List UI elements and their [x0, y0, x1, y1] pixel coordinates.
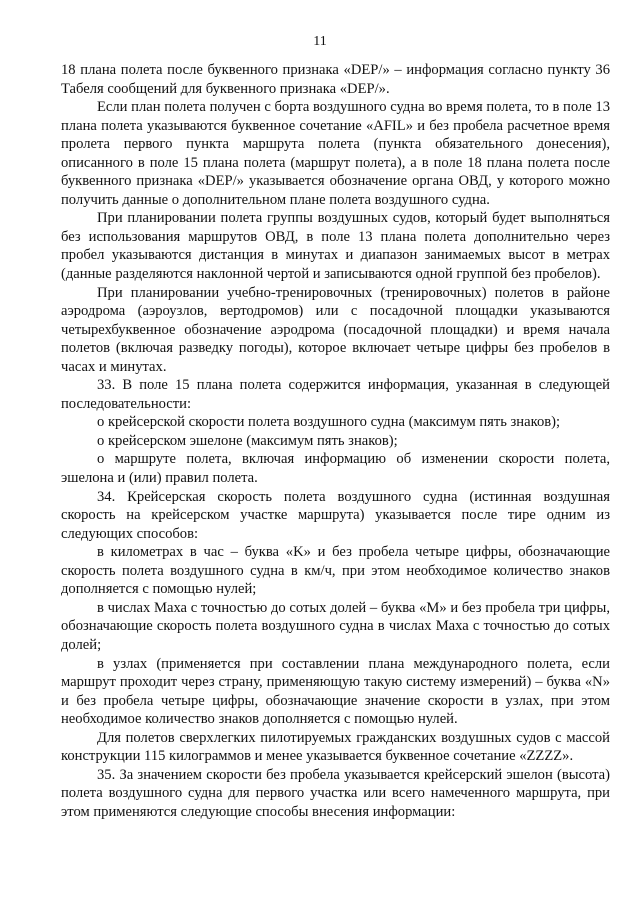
paragraph-item-34: 34. Крейсерская скорость полета воздушного судна (истинная воздушная скорость на крейсерском участке маршрута) указывается после тире одним из следующих способов: [61, 488, 610, 542]
paragraph-ultralight: Для полетов сверхлегких пилотируемых гражданских воздушных судов с массой конструкции 115 килограммов и менее указывается буквенное сочетание «ZZZZ». [61, 729, 610, 765]
paragraph-training-flights: При планировании учебно-тренировочных (тренировочных) полетов в районе аэродрома (аэроузлов, вертодромов) или с посадочной площадки указываются четырехбуквенное обозначение аэродрома (посадочной площадки) и время начала полетов (включая разведку погоды), которое включает четыре цифры без пробелов в часах и минутах. [61, 284, 610, 375]
paragraph-item-33: 33. В поле 15 плана полета содержится информация, указанная в следующей последовательности: [61, 377, 610, 412]
paragraph-item-35: 35. За значением скорости без пробела указывается крейсерский эшелон (высота) полета воздушного судна для первого участка или всего намеченного маршрута, при этом применяются следующие способы внесения информации: [61, 766, 610, 820]
list-item-kilometers: в километрах в час – буква «K» и без пробела четыре цифры, обозначающие скорость полета воздушного судна в км/ч, при этом необходимое количество знаков дополняется с помощью нулей; [61, 544, 610, 598]
paragraph-group-flight: При планировании полета группы воздушных судов, который будет выполняться без использования маршрутов ОВД, в поле 13 плана полета дополнительно через пробел указываются дистанция в минутах и диапазон занимаемых высот в метрах (данные разделяются наклонной чертой и записываются одной группой без пробелов). [61, 210, 610, 283]
list-item-route: о маршруте полета, включая информацию об изменении скорости полета, эшелона и (или) правил полета. [61, 451, 610, 487]
list-item-cruise-speed: о крейсерской скорости полета воздушного судна (максимум пять знаков); [97, 414, 561, 431]
list-item-knots: в узлах (применяется при составлении плана международного полета, если маршрут проходит через страну, применяющую такую систему измерений) – буква «N» и без пробела четыре цифры, обозначающие значение скорости в узлах, при этом необходимое количество знаков дополняется с помощью нулей. [61, 655, 610, 728]
document-body [61, 61, 610, 821]
paragraph-field18-dep: 18 плана полета после буквенного признака «DEP/» – информация согласно пункту 36 Табеля сообщений для буквенного признака «DEP/». [61, 62, 610, 97]
list-item-cruise-level: о крейсерском эшелоне (максимум пять знаков); [97, 432, 398, 449]
paragraph-afil: Если план полета получен с борта воздушного судна во время полета, то в поле 13 плана полета указываются буквенное сочетание «AFIL» и без пробела расчетное время пролета первого пункта маршрута полета (пункта обязательного донесения), описанного в поле 15 плана полета (маршрут полета), а в поле 18 плана полета после буквенного признака «DEP/» указывается обозначение органа ОВД, у которого можно получить данные о дополнительном плане полета воздушного судна. [61, 99, 610, 208]
list-item-mach: в числах Маха с точностью до сотых долей – буква «M» и без пробела три цифры, обозначающие скорость полета воздушного судна в числах Маха с точностью до сотых долей; [61, 599, 610, 653]
page-number: 11 [313, 34, 327, 49]
